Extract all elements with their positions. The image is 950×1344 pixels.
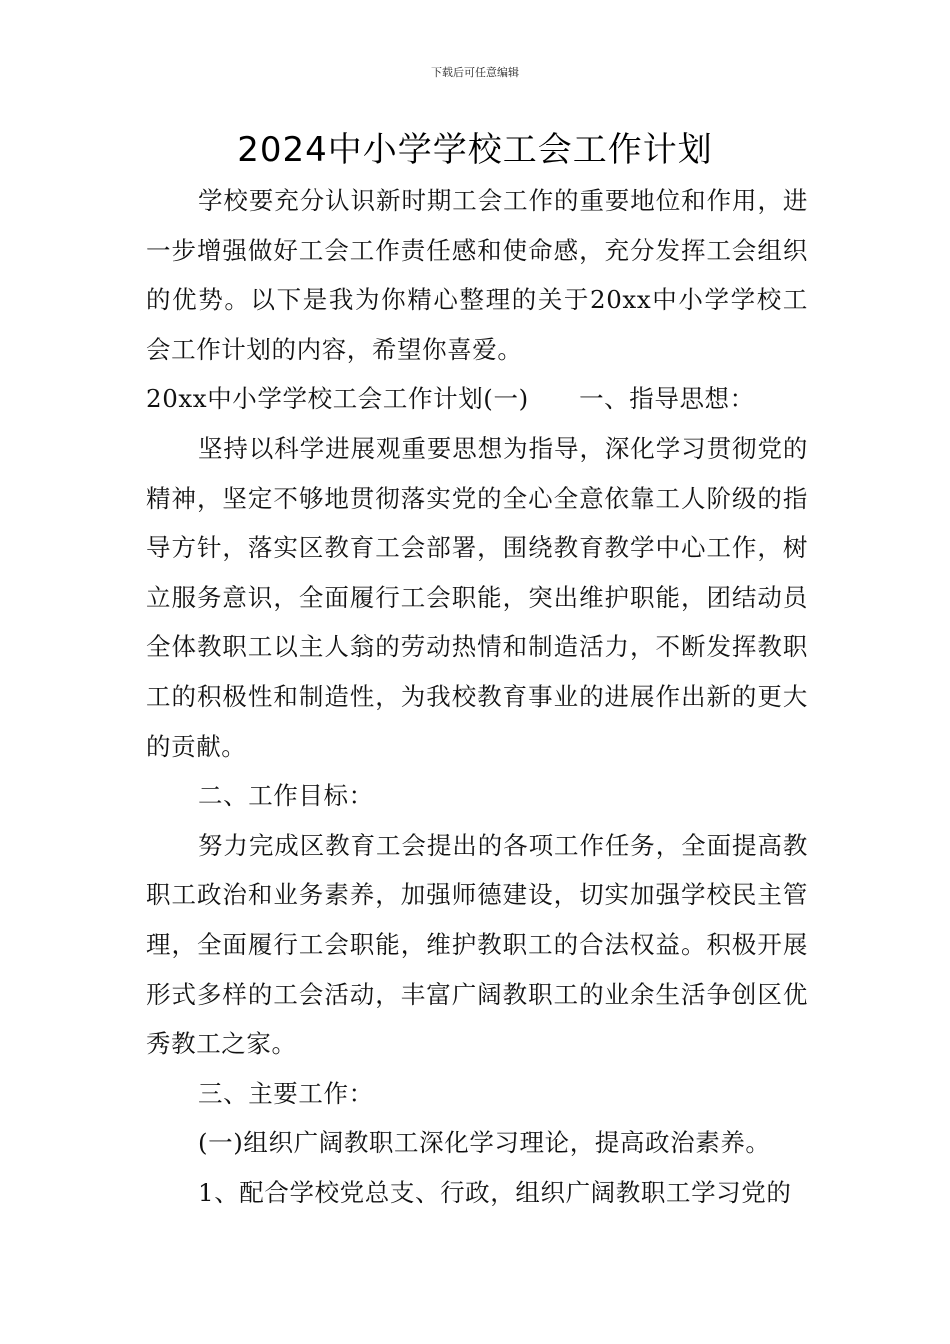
section3-heading: 三、主要工作： (198, 1078, 374, 1108)
header-note: 下载后可任意编辑 (431, 66, 519, 79)
plan-heading-left: 20xx中小学学校工会工作计划(一) (146, 384, 529, 414)
section2-heading: 二、工作目标： (198, 781, 374, 811)
goals-paragraph: 努力完成区教育工会提出的各项工作任务，全面提高教职工政治和业务素养，加强师德建设，切实加强学校民主管理，全面履行工会职能，维护教职工的合法权益。积极开展形式多样的工会活动，丰富广阔教职工的业余生活争创区优秀教工之家。 (146, 830, 808, 1059)
document-title: 2024中小学学校工会工作计划 (237, 130, 713, 170)
heading-gap (529, 384, 579, 413)
document-body (146, 176, 808, 1217)
intro-paragraph: 学校要充分认识新时期工会工作的重要地位和作用，进一步增强做好工会工作责任感和使命感，充分发挥工会组织的优势。以下是我为你精心整理的关于20xx中小学学校工会工作计划的内容，希望你喜爱。 (146, 186, 808, 364)
plan-heading-right: 一、指导思想： (579, 384, 755, 414)
item1-heading: (一)组织广阔教职工深化学习理论，提高政治素养。 (198, 1128, 771, 1158)
item1-1-paragraph: 1、配合学校党总支、行政，组织广阔教职工学习党的 (198, 1177, 792, 1207)
guiding-paragraph: 坚持以科学进展观重要思想为指导，深化学习贯彻党的精神，坚定不够地贯彻落实党的全心全意依靠工人阶级的指导方针，落实区教育工会部署，围绕教育教学中心工作，树立服务意识，全面履行工会职能，突出维护职能，团结动员全体教职工以主人翁的劳动热情和制造活力，不断发挥教职工的积极性和制造性，为我校教育事业的进展作出新的更大的贡献。 (146, 433, 808, 761)
plan-heading-line (146, 374, 808, 424)
